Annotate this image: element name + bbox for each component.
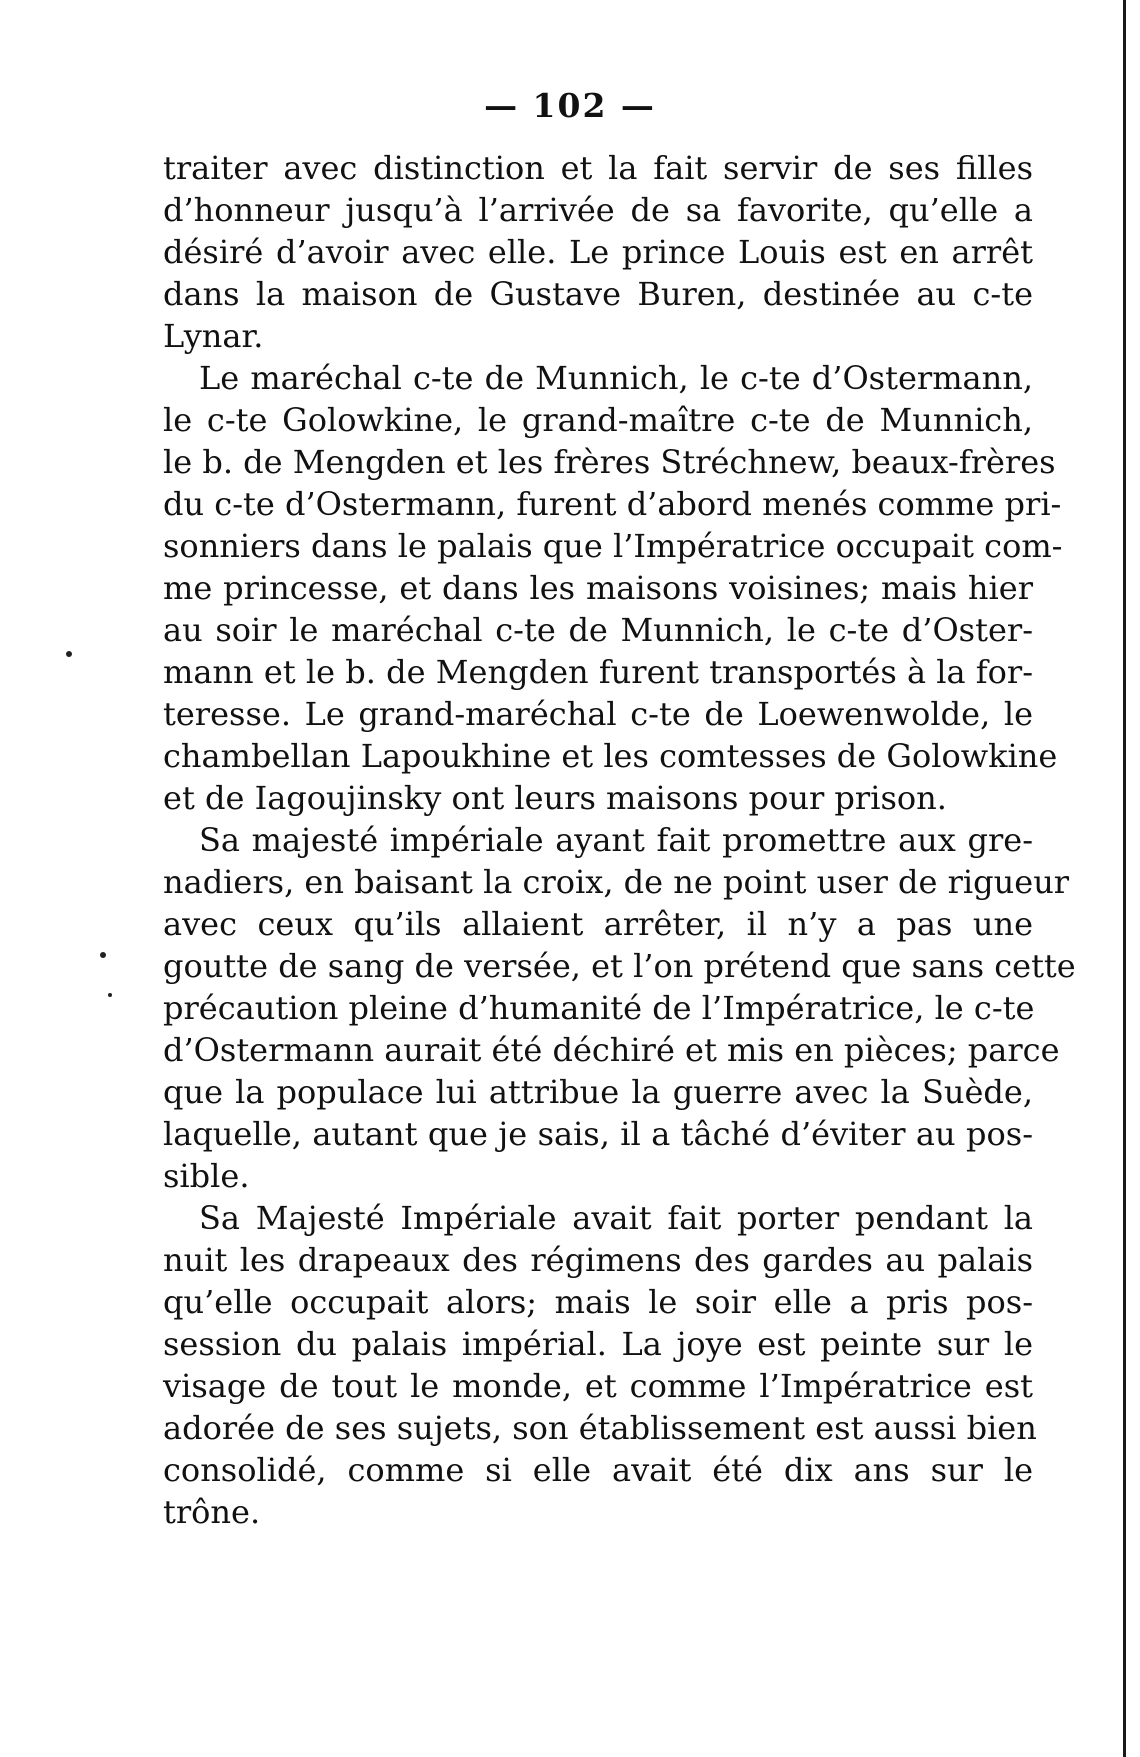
text-line: avec ceux qu’ils allaient arrêter, il n’y a pas une (163, 905, 1033, 943)
text-line: et de Iagoujinsky ont leurs maisons pour prison. (163, 779, 947, 817)
paragraph (163, 819, 1076, 1197)
text-line: sonniers dans le palais que l’Impératrice occupait com- (163, 527, 1063, 565)
body-text (163, 147, 1076, 1533)
text-line: traiter avec distinction et la fait servir de ses filles (163, 149, 1033, 187)
margin-speck (108, 993, 112, 997)
text-line: du c-te d’Ostermann, furent d’abord menés comme pri- (163, 485, 1062, 523)
text-line: le b. de Mengden et les frères Stréchnew, beaux-frères (163, 443, 1056, 481)
text-line: adorée de ses sujets, son établissement est aussi bien (163, 1409, 1037, 1447)
text-line: consolidé, comme si elle avait été dix ans sur le (163, 1451, 1033, 1489)
text-line: laquelle, autant que je sais, il a tâché d’éviter au pos- (163, 1115, 1033, 1153)
text-line: précaution pleine d’humanité de l’Impératrice, le c-te (163, 989, 1035, 1027)
text-line: au soir le maréchal c-te de Munnich, le c-te d’Oster- (163, 611, 1033, 649)
text-line: Le maréchal c-te de Munnich, le c-te d’Ostermann, (199, 359, 1033, 397)
paragraph (163, 147, 1033, 357)
paragraph (163, 357, 1063, 819)
text-line: Sa Majesté Impériale avait fait porter pendant la (199, 1199, 1033, 1237)
text-line: goutte de sang de versée, et l’on prétend que sans cette (163, 947, 1076, 985)
text-line: chambellan Lapoukhine et les comtesses de Golowkine (163, 737, 1058, 775)
text-line: d’Ostermann aurait été déchiré et mis en pièces; parce (163, 1031, 1060, 1069)
text-line: désiré d’avoir avec elle. Le prince Louis est en arrêt (163, 233, 1033, 271)
paragraph (163, 1197, 1037, 1533)
text-line: me princesse, et dans les maisons voisines; mais hier (163, 569, 1033, 607)
text-line: Lynar. (163, 317, 264, 355)
text-line: nuit les drapeaux des régimens des gardes au palais (163, 1241, 1033, 1279)
page-number: — 102 — (484, 86, 656, 125)
text-line: trône. (163, 1493, 261, 1531)
text-line: Sa majesté impériale ayant fait promettre aux gre- (199, 821, 1033, 859)
margin-speck (100, 952, 106, 958)
text-line: dans la maison de Gustave Buren, destinée au c-te (163, 275, 1033, 313)
text-line: sible. (163, 1157, 250, 1195)
text-line: le c-te Golowkine, le grand-maître c-te de Munnich, (163, 401, 1033, 439)
text-line: qu’elle occupait alors; mais le soir elle a pris pos- (163, 1283, 1033, 1321)
text-line: que la populace lui attribue la guerre avec la Suède, (163, 1073, 1033, 1111)
text-line: session du palais impérial. La joye est peinte sur le (163, 1325, 1033, 1363)
text-line: visage de tout le monde, et comme l’Impératrice est (163, 1367, 1033, 1405)
page-edge-rule (1123, 0, 1126, 1757)
text-line: d’honneur jusqu’à l’arrivée de sa favorite, qu’elle a (163, 191, 1033, 229)
text-line: teresse. Le grand-maréchal c-te de Loewenwolde, le (163, 695, 1033, 733)
text-line: mann et le b. de Mengden furent transportés à la for- (163, 653, 1033, 691)
margin-speck (66, 651, 72, 657)
text-line: nadiers, en baisant la croix, de ne point user de rigueur (163, 863, 1070, 901)
